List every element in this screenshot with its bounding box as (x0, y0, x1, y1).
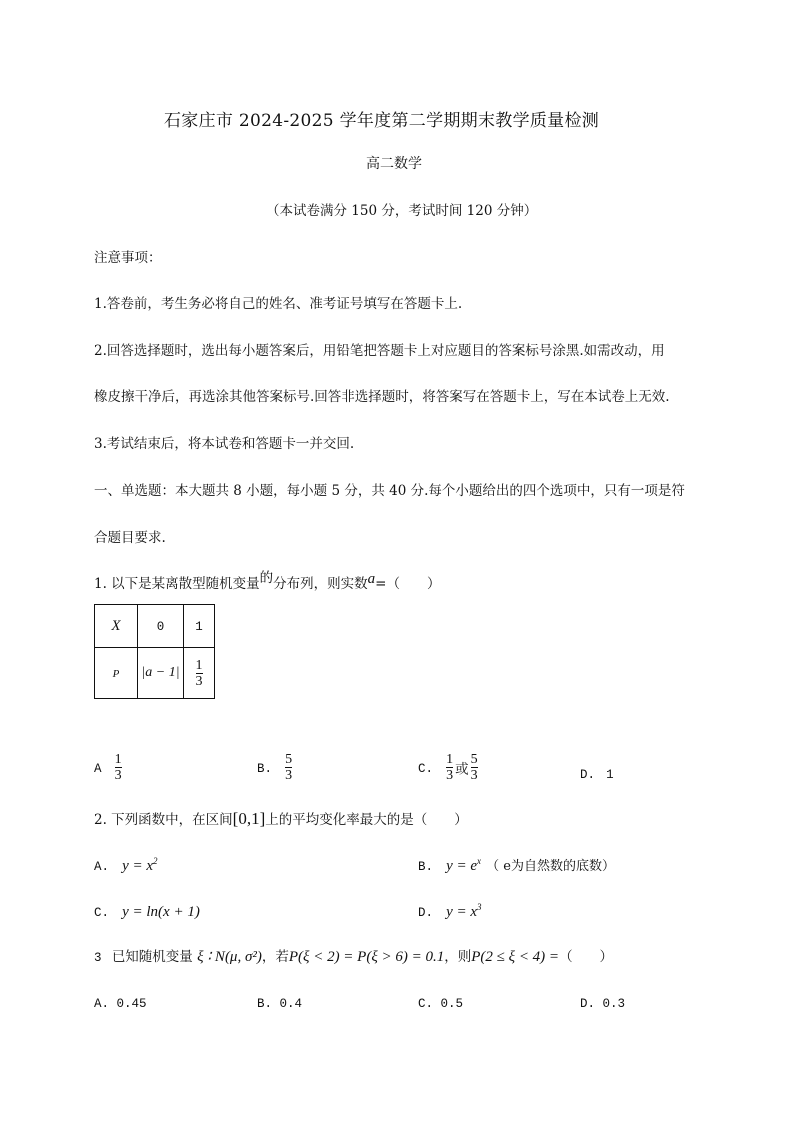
q1-option-d: D. 1 (580, 768, 614, 782)
notice-item-1: 1.答卷前，考生务必将自己的姓名、准考证号填写在答题卡上. (94, 296, 463, 312)
q3-option-d: D. 0.3 (580, 997, 626, 1011)
q1-option-a: A $\frac{1}{3}$ (94, 752, 122, 783)
q3-option-c: C. 0.5 (418, 997, 464, 1011)
exam-note: （本试卷满分 150 分，考试时间 120 分钟） (266, 203, 538, 219)
notice-item-2-line-2: 橡皮擦干净后，再选涂其他答案标号.回答非选择题时，将答案写在答题卡上，写在本试卷上无效. (94, 389, 670, 405)
q2-option-c: C. y = ln(x + 1) (94, 904, 200, 920)
table-cell-p-label: P (95, 648, 138, 699)
table-cell-p-0: |a − 1| (138, 648, 184, 699)
question-3-stem: 3 已知随机变量 ξ ∶ N(μ, σ²)，若P(ξ < 2) = P(ξ > 6) = 0.1，则P(2 ≤ ξ < 4) =（ ） (94, 949, 614, 965)
section-heading-line-1: 一、单选题：本大题共 8 小题，每小题 5 分，共 40 分.每个小题给出的四个选项中，只有一项是符 (94, 483, 685, 499)
q1-option-b: B. $\frac{5}{3}$ (257, 752, 293, 783)
q3-option-b: B. 0.4 (257, 997, 303, 1011)
q1-stem-part-b: 分布列，则实数 (273, 576, 368, 592)
q3-probability: P(2 ≤ ξ < 4) = (471, 949, 560, 965)
notice-heading: 注意事项： (94, 250, 162, 266)
table-cell-x-1: 1 (184, 605, 215, 648)
q1-stem-part-c: =（ ） (375, 576, 441, 592)
exam-subject: 高二数学 (366, 156, 422, 172)
section-heading-line-2: 合题目要求. (94, 530, 166, 546)
fraction-one-third: $\frac{1}{3}$ (195, 657, 203, 689)
distribution-table (94, 604, 215, 699)
q1-stem-de: 的 (259, 570, 274, 586)
exam-title: 石家庄市 2024-2025 学年度第二学期期末教学质量检测 (164, 111, 600, 131)
q2-option-a: A. $y = x^2$ (94, 856, 158, 874)
q3-condition: P(ξ < 2) = P(ξ > 6) = 0.1 (288, 949, 445, 965)
q2-option-b: B. $y = e^x$ （ e为自然数的底数） (418, 856, 615, 874)
table-cell-x-label: X (95, 605, 138, 648)
q2-interval: [0,1] (232, 809, 266, 828)
q1-stem-part-a: 1. 以下是某离散型随机变量 (94, 576, 260, 592)
q2-option-d: D. $y = x^3$ (418, 902, 482, 920)
q1-option-c: C. $\frac{1}{3}$ 或 $\frac{5}{3}$ (418, 752, 478, 783)
q3-option-a: A. 0.45 (94, 997, 147, 1011)
notice-item-3: 3.考试结束后，将本试卷和答题卡一并交回. (94, 436, 355, 452)
q3-distribution: ξ ∶ N(μ, σ²) (197, 949, 262, 965)
question-2-stem: 2. 下列函数中，在区间[0,1]上的平均变化率最大的是（ ） (94, 809, 468, 828)
table-cell-p-1 (184, 648, 215, 699)
table-cell-x-0: 0 (138, 605, 184, 648)
q1-variable-a: a (367, 571, 376, 587)
notice-item-2-line-1: 2.回答选择题时，选出每小题答案后，用铅笔把答题卡上对应题目的答案标号涂黑.如需改动，用 (94, 343, 665, 359)
question-1-stem (94, 572, 440, 593)
